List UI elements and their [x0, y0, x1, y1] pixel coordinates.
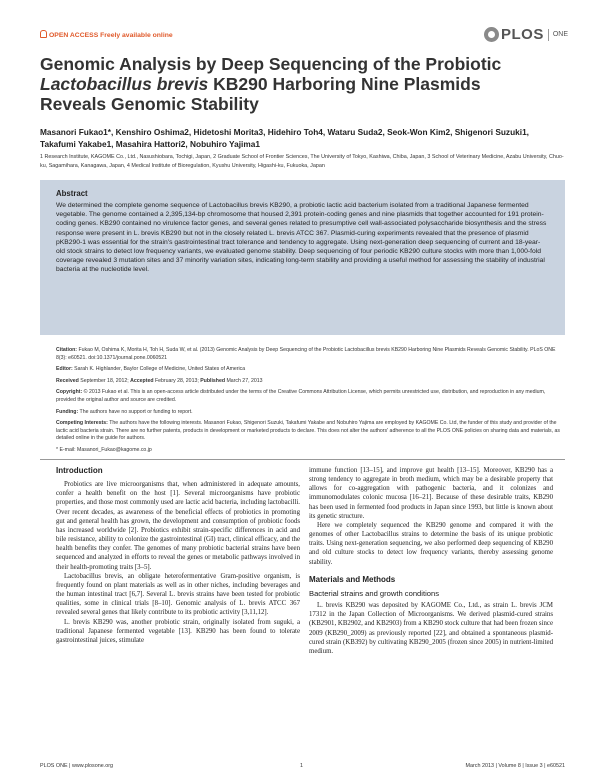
funding-label: Funding: — [56, 408, 79, 415]
intro-paragraph-5: Here we completely sequenced the KB290 genome and compared it with the genomes of other Lactobacillus strains to determine the basis of its unique probiotic traits. Using next-generation sequencing, we also performed deep sequencing of KB290 and old culture stocks to detect low frequency variants, thereby assessing genome stability. — [309, 521, 553, 566]
open-access-banner[interactable] — [40, 30, 173, 39]
copyright-text: © 2013 Fukao et al. This is an open-access article distributed under the terms of the Creative Commons Attribution License, which permits unrestricted use, distribution, and reproduction in any medium, provided the original author and source are credited. — [56, 389, 546, 403]
intro-paragraph-3: L. brevis KB290 was, another probiotic strain, originally isolated from suguki, a traditional Japanese fermented vegetable [13]. KB290 has been found to tolerate gastrointestinal juices, stimulate — [56, 618, 300, 644]
received-label: Received — [56, 377, 79, 384]
competing-label: Competing Interests: — [56, 420, 108, 427]
introduction-heading: Introduction — [56, 466, 103, 475]
page-number: 1 — [300, 763, 303, 769]
funding — [56, 409, 564, 417]
abstract-heading: Abstract — [56, 189, 88, 198]
competing-text: The authors have the following interests. Masanori Fukao, Shigenori Suzuki, Takafumi Yakabe and Nobuhiro Yajima are employed by KAGOME Co. Ltd, the funder of this study and provider of the lactic acid bacteria strain. There are no further patents, products in development or marketed products to declare. This does not alter the authors' adherence to all the PLOS ONE policies on sharing data and materials, as detailed online in the guide for authors. — [56, 420, 560, 442]
intro-paragraph-2: Lactobacillus brevis, an obligate heterofermentative Gram-positive organism, is frequently found on plant materials as well as in other niches, including beverages and the human intestinal tract [6,7]. Several L. brevis strains have been tested for probiotic qualities, some in clinical trials [8–10]. Genomic analysis of L. brevis ATCC 367 revealed several genes that likely contribute to its probiotic activity [3,11,12]. — [56, 572, 300, 617]
corresponding-email[interactable]: * E-mail: Masanori_Fukao@kagome.co.jp — [56, 446, 152, 453]
published-label: Published — [200, 377, 226, 384]
section-divider — [40, 459, 565, 460]
published-date: March 27, 2013 — [225, 377, 263, 384]
citation — [56, 347, 564, 362]
title-line-2: KB290 Harboring Nine Plasmids — [208, 74, 481, 94]
author-list: Masanori Fukao1*, Kenshiro Oshima2, Hidetoshi Morita3, Hidehiro Toh4, Wataru Suda2, Seok-Won Kim2, Shigenori Suzuki1, Takafumi Yakabe1, Masahira Hattori2, Nobuhiro Yajima1 — [40, 127, 529, 149]
footer-issue: March 2013 | Volume 8 | Issue 3 | e60521 — [465, 763, 565, 769]
editor — [56, 366, 564, 374]
intro-paragraph-1: Probiotics are live microorganisms that, when administered in adequate amounts, confer a health benefit on the host [1]. Several microorganisms have probiotic properties, and those most commonly used are lactic acid bacteria, including lactobacilli. Over recent decades, as awareness of the beneficial effects of probiotics in promoting gut and general health has grown, the development and consumption of probiotic foods has increased worldwide [2]. Probiotics exhibit strain-specific differences in acid and bile resistance, ability to colonize the gastrointestinal (GI) tract, clinical efficacy, and the health benefits they confer. The genomes of many probiotic bacterial strains have been sequenced and analyzed in efforts to reveal the genes or metabolic pathways involved in their health-promoting traits [3–5]. — [56, 481, 300, 571]
journal-header — [40, 26, 568, 48]
plos-logo-icon — [484, 27, 499, 42]
intro-paragraph-4: immune function [13–15], and improve gut health [13–15]. Moreover, KB290 has a strong tendency to aggregate in broth medium, which may be a desirable property that allows for co-aggregation with pathogenic bacteria, and it colonizes and immunomodulates colonic mucosa [16–21]. Because of these desirable traits, KB290 has been used in fermented food products in Japan since 1993, but little is known about its genetic structure. — [309, 467, 553, 520]
title-line-1: Genomic Analysis by Deep Sequencing of the Probiotic — [40, 54, 502, 74]
citation-label: Citation: — [56, 347, 78, 353]
strains-subheading: Bacterial strains and growth conditions — [309, 588, 440, 598]
article-title — [40, 54, 560, 114]
citation-text: Fukao M, Oshima K, Morita H, Toh H, Suda W, et al. (2013) Genomic Analysis by Deep Sequencing of the Probiotic Lactobacillus brevis KB290 Harboring Nine Plasmids Reveals Genomic Stability. PLoS ONE 8(3): e60521. doi:10.1371/journal.pone.0060521 — [56, 347, 556, 361]
accepted-date: February 28, 2013; — [153, 377, 201, 384]
received-date: September 18, 2012; — [78, 377, 131, 384]
left-column — [56, 466, 300, 645]
methods-heading: Materials and Methods — [309, 574, 396, 584]
logo-divider — [548, 29, 549, 41]
open-access-lock-icon — [40, 30, 47, 38]
methods-paragraph-1: L. brevis KB290 was deposited by KAGOME Co., Ltd., as strain L. brevis JCM 17312 in the Japan Collection of Microorganisms. We derived plasmid-cured strains (KB2901, KB2902, and KB2903) from a KB290 stock culture that had been frozen since 2009 (KB290_2009) as previously reported [22], and obtained a spontaneous plasmid-cured strain (KB392) by cultivating KB290_2005 (frozen since 2005) in nutrient-limited medium. — [309, 602, 553, 655]
accepted-label: Accepted — [130, 377, 154, 384]
open-access-label: OPEN ACCESS Freely available online — [49, 32, 173, 39]
right-column — [309, 466, 553, 656]
one-wordmark: ONE — [552, 31, 568, 38]
article-metadata — [56, 347, 564, 459]
plos-one-logo[interactable] — [484, 26, 568, 43]
title-species: Lactobacillus brevis — [40, 74, 209, 94]
copyright — [56, 389, 564, 404]
abstract-box — [40, 180, 565, 335]
plos-wordmark: PLOS — [500, 26, 544, 43]
footer-journal[interactable]: PLOS ONE | www.plosone.org — [40, 763, 114, 769]
title-line-3: Reveals Genomic Stability — [40, 94, 259, 114]
copyright-label: Copyright: — [56, 389, 83, 396]
editor-label: Editor: — [56, 366, 73, 373]
dates — [56, 378, 564, 386]
section-gap — [309, 567, 553, 575]
affiliations: 1 Research Institute, KAGOME Co., Ltd., Nasushiobara, Tochigi, Japan, 2 Graduate School of Frontier Sciences, The University of Tokyo, Kashiwa, Chiba, Japan, 3 School of Veterinary Medicine, Azabu University, Chuo-ku, Sagamihara, Kanagawa, Japan, 4 Medical Institute of Bioregulation, Kyushu University, Higashi-ku, Fukuoka, Japan — [40, 154, 564, 169]
funding-text: The authors have no support or funding to report. — [78, 408, 193, 415]
competing-interests — [56, 420, 564, 443]
editor-text: Sarah K. Highlander, Baylor College of Medicine, United States of America — [72, 366, 246, 373]
abstract-text: We determined the complete genome sequence of Lactobacillus brevis KB290, a probiotic lactic acid bacterium isolated from a traditional Japanese fermented vegetable. The genome contained a 2,395,134-bp chromosome that housed 2,391 protein-coding genes and nine plasmids that together accounted for 191 protein-coding genes. KB290 contained no virulence factor genes, and several genes related to presumptive cell wall-associated polysaccharide biosynthesis and the stress response were present in L. brevis KB290 but not in the closely related L. brevis ATCC 367. Plasmid-curing experiments revealed that the presence of plasmid pKB290-1 was essential for the strain's gastrointestinal tract tolerance and tendency to aggregate. Using next-generation deep sequencing of current and 18-year-old stock strains to detect low frequency variants, we evaluated genome stability. Deep sequencing of four periodic KB290 culture stocks with more than 1,000-fold coverage revealed 3 mutation sites and 37 minority variation sites, indicating long-term stability and providing a useful method for assessing the stability of industrial bacteria at the nucleotide level. — [56, 202, 547, 274]
